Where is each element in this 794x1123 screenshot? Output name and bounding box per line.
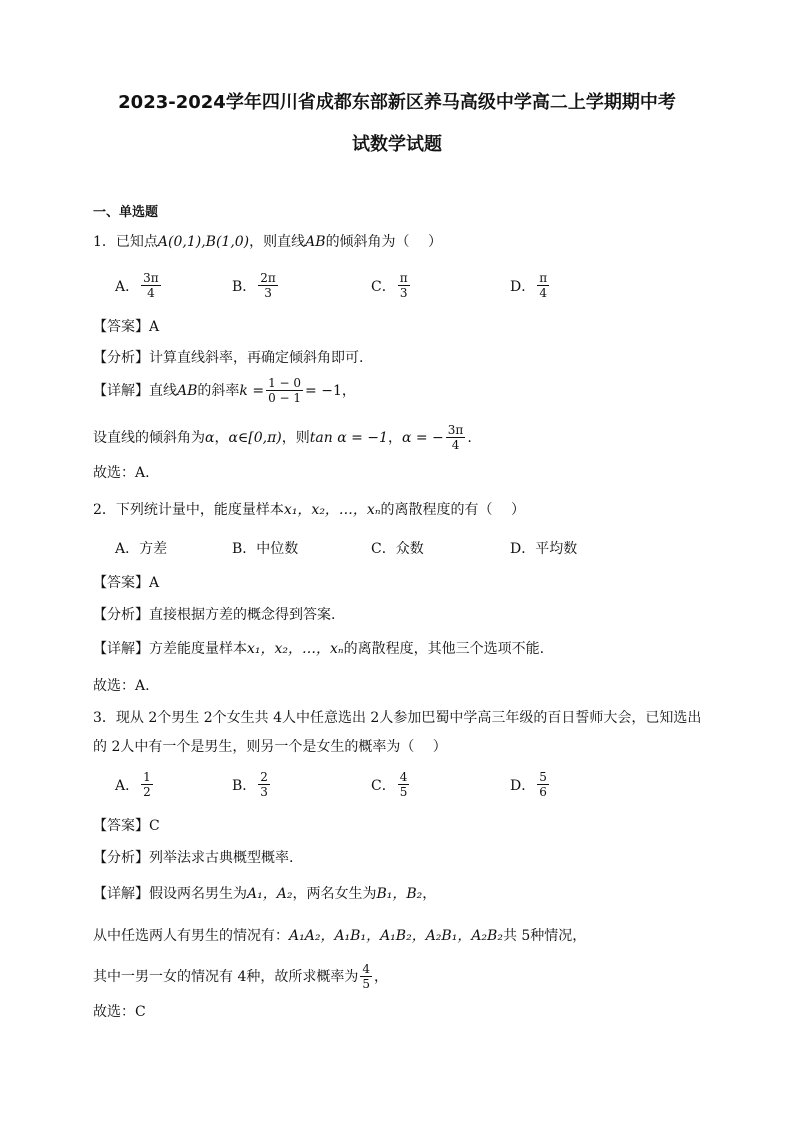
q3-answer: 【答案】C xyxy=(93,818,160,834)
q1-analysis: 【分析】计算直线斜率，再确定倾斜角即可. xyxy=(93,350,364,366)
q1-slope-fraction: $\frac{1 - 0}{0 - 1}$ xyxy=(268,376,302,405)
q2-option-d: D． 平均数 xyxy=(510,541,578,557)
q3-detail: 【详解】假设两名男生为A₁，A₂，两名女生为B₁，B₂， xyxy=(93,886,437,902)
q1-option-a-fraction: $\frac{3\pi}{4}$ xyxy=(143,271,159,300)
q2-option-a: A． 方差 xyxy=(115,541,168,557)
q1-option-b-fraction: $\frac{2\pi}{3}$ xyxy=(260,271,276,300)
q1-detail-line-2: 设直线的倾斜角为 α ， α∈[0,π) ，则 tan α = −1 ， α = − $\frac{3\pi}{4}$ . xyxy=(93,423,472,452)
q2-option-b: B． 中位数 xyxy=(232,541,299,557)
q1-option-c-fraction: $\frac{\pi}{3}$ xyxy=(399,271,408,300)
q1-option-c: C． $\frac{\pi}{3}$ xyxy=(371,271,408,300)
q3-option-d: D． $\frac{5}{6}$ xyxy=(510,770,547,799)
q2-detail: 【详解】方差能度量样本x₁，x₂，…，xₙ的离散程度，其他三个选项不能. xyxy=(93,641,545,657)
q3-detail-line-3: 其中一男一女的情况有 4种，故所求概率为 $\frac{4}{5}$ ， xyxy=(93,962,388,991)
q2-analysis: 【分析】直接根据方差的概念得到答案. xyxy=(93,607,336,623)
q1-angle-fraction: $\frac{3\pi}{4}$ xyxy=(447,423,464,452)
q3-option-a-fraction: $\frac{1}{2}$ xyxy=(143,770,151,799)
document-title-line-2: 试数学试题 xyxy=(352,134,442,155)
q1-option-a: A． $\frac{3\pi}{4}$ xyxy=(115,271,159,300)
q3-probability-fraction: $\frac{4}{5}$ xyxy=(362,962,370,991)
q2-answer: 【答案】A xyxy=(93,575,160,591)
q3-detail-line-2: 从中任选两人有男生的情况有：A₁A₂，A₁B₁，A₁B₂，A₂B₁，A₂B₂共 5种情况， xyxy=(93,928,587,944)
q3-option-d-fraction: $\frac{5}{6}$ xyxy=(539,770,547,799)
q2-stem: 2．下列统计量中，能度量样本x₁，x₂，…，xₙ的离散程度的有（ ） xyxy=(93,502,525,518)
q1-option-d-fraction: $\frac{\pi}{4}$ xyxy=(539,271,548,300)
document-title-line-1: 2023-2024学年四川省成都东部新区养马高级中学高二上学期期中考 xyxy=(118,92,676,113)
q2-conclusion: 故选：A. xyxy=(93,678,150,694)
q3-analysis: 【分析】列举法求古典概型概率. xyxy=(93,850,294,866)
q3-option-c: C． $\frac{4}{5}$ xyxy=(371,770,408,799)
q1-stem: 1．已知点A(0,1),B(1,0)，则直线AB的倾斜角为（ ） xyxy=(93,234,443,250)
q1-conclusion: 故选：A. xyxy=(93,465,150,481)
q3-option-b: B． $\frac{2}{3}$ xyxy=(232,770,268,799)
q1-answer: 【答案】A xyxy=(93,319,160,335)
q3-stem-line-1: 3．现从 2个男生 2个女生共 4人中任意选出 2人参加巴蜀中学高三年级的百日誓师大会，已知选出 xyxy=(93,710,702,726)
section-heading: 一、单选题 xyxy=(93,205,159,220)
q2-option-c: C． 众数 xyxy=(371,541,424,557)
q3-option-b-fraction: $\frac{2}{3}$ xyxy=(260,770,268,799)
q3-conclusion: 故选：C xyxy=(93,1004,146,1020)
q3-stem-line-2: 的 2人中有一个是男生，则另一个是女生的概率为（ ） xyxy=(93,739,447,755)
q3-option-a: A． $\frac{1}{2}$ xyxy=(115,770,151,799)
q1-detail: 【详解】 直线 AB 的斜率 k = $\frac{1 - 0}{0 - 1}$ = −1， xyxy=(93,376,356,405)
q1-option-d: D． $\frac{\pi}{4}$ xyxy=(510,271,548,300)
q3-option-c-fraction: $\frac{4}{5}$ xyxy=(399,770,408,799)
q1-option-b: B． $\frac{2\pi}{3}$ xyxy=(232,271,276,300)
